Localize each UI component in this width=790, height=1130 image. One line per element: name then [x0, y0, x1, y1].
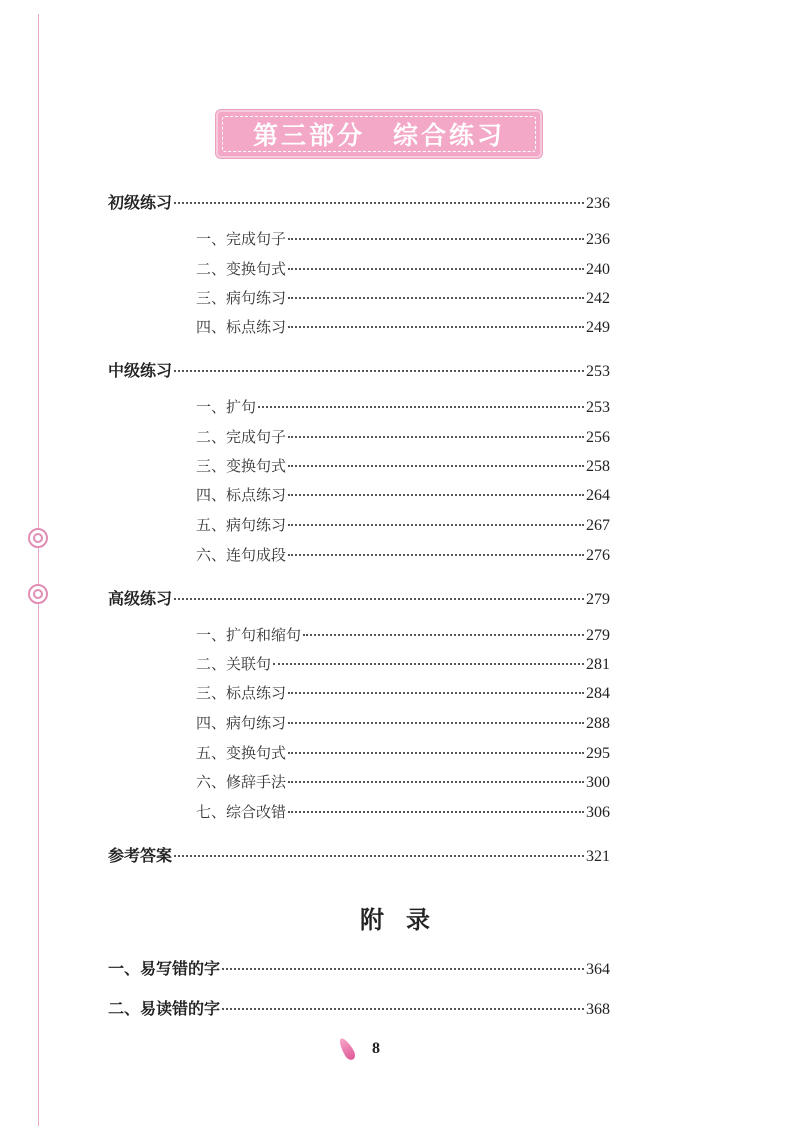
toc-entry-label: 三、病句练习: [196, 289, 287, 307]
dot-leader: [288, 494, 584, 496]
dot-leader: [273, 663, 584, 665]
toc-entry[interactable]: [196, 426, 610, 450]
toc-entry[interactable]: [196, 316, 610, 340]
toc-entry[interactable]: [196, 258, 610, 282]
toc-page-number: 276: [586, 547, 610, 564]
toc-page-number: 321: [586, 848, 610, 865]
dot-leader: [174, 855, 584, 857]
toc-heading-label: 中级练习: [108, 361, 173, 380]
toc-entry[interactable]: [196, 624, 610, 648]
toc-entry[interactable]: [196, 228, 610, 252]
toc-page-number: 256: [586, 429, 610, 446]
toc-entry-label: 七、综合改错: [196, 803, 287, 821]
toc-page-number: 288: [586, 715, 610, 732]
dot-leader: [288, 326, 584, 328]
toc-page-number: 281: [586, 656, 610, 673]
binding-ring-icon: [28, 528, 48, 548]
dot-leader: [288, 524, 584, 526]
toc-entry-label: 六、修辞手法: [196, 773, 287, 791]
toc-entry[interactable]: [196, 514, 610, 538]
toc-group-heading[interactable]: [108, 190, 610, 214]
toc-entry-label: 一、扩句和缩句: [196, 626, 302, 644]
page-margin-line: [38, 14, 39, 1126]
toc-page-number: 368: [586, 1001, 610, 1018]
toc-page-number: 306: [586, 804, 610, 821]
toc-entry[interactable]: [196, 396, 610, 420]
dot-leader: [222, 1008, 584, 1010]
dot-leader: [288, 722, 584, 724]
dot-leader: [288, 692, 584, 694]
toc-entry[interactable]: [196, 653, 610, 677]
dot-leader: [174, 202, 584, 204]
toc-entry-label: 五、变换句式: [196, 744, 287, 762]
page-footer: [342, 1034, 380, 1064]
toc-appendix-entry[interactable]: [108, 996, 610, 1020]
toc-appendix-entry[interactable]: [108, 956, 610, 980]
page-number: 8: [372, 1040, 380, 1057]
toc-entry-label: 二、完成句子: [196, 428, 287, 446]
appendix-title: 附录: [360, 905, 452, 934]
toc-heading-label: 一、易写错的字: [108, 959, 221, 978]
toc-heading-label: 初级练习: [108, 193, 173, 212]
toc-entry[interactable]: [196, 287, 610, 311]
toc-heading-label: 参考答案: [108, 846, 173, 865]
toc-heading-label: 高级练习: [108, 589, 173, 608]
toc-page-number: 240: [586, 261, 610, 278]
dot-leader: [288, 297, 584, 299]
toc-entry[interactable]: [196, 771, 610, 795]
feather-icon: [337, 1036, 358, 1062]
toc-entry-label: 四、标点练习: [196, 486, 287, 504]
dot-leader: [288, 811, 584, 813]
toc-page-number: 236: [586, 231, 610, 248]
dot-leader: [288, 554, 584, 556]
toc-entry[interactable]: [196, 455, 610, 479]
binding-ring-icon: [28, 584, 48, 604]
toc-entry-label: 五、病句练习: [196, 516, 287, 534]
dot-leader: [174, 598, 584, 600]
toc-entry-label: 二、变换句式: [196, 260, 287, 278]
dot-leader: [174, 370, 584, 372]
toc-group-heading[interactable]: [108, 358, 610, 382]
toc-page-number: 264: [586, 487, 610, 504]
toc-entry[interactable]: [196, 742, 610, 766]
toc-page-number: 242: [586, 290, 610, 307]
toc-page-number: 249: [586, 319, 610, 336]
toc-entry-label: 三、变换句式: [196, 457, 287, 475]
toc-entry[interactable]: [196, 484, 610, 508]
dot-leader: [288, 781, 584, 783]
toc-page-number: 279: [586, 627, 610, 644]
toc-page-number: 267: [586, 517, 610, 534]
toc-entry[interactable]: [196, 544, 610, 568]
toc-entry-label: 六、连句成段: [196, 546, 287, 564]
toc-page-number: 284: [586, 685, 610, 702]
toc-page-number: 364: [586, 961, 610, 978]
toc-entry[interactable]: [196, 801, 610, 825]
toc-page-number: 300: [586, 774, 610, 791]
toc-entry-label: 一、扩句: [196, 398, 257, 416]
toc-page-number: 253: [586, 363, 610, 380]
toc-group-heading[interactable]: [108, 586, 610, 610]
section-title: 第三部分 综合练习: [252, 121, 505, 150]
toc-entry-label: 三、标点练习: [196, 684, 287, 702]
toc-entry-label: 四、标点练习: [196, 318, 287, 336]
dot-leader: [288, 238, 584, 240]
dot-leader: [288, 752, 584, 754]
toc-page-number: 279: [586, 591, 610, 608]
toc-entry[interactable]: [196, 712, 610, 736]
dot-leader: [222, 968, 584, 970]
dot-leader: [258, 406, 584, 408]
dot-leader: [303, 634, 584, 636]
toc-entry-label: 四、病句练习: [196, 714, 287, 732]
toc-page-number: 295: [586, 745, 610, 762]
toc-page-number: 253: [586, 399, 610, 416]
toc-entry-label: 二、关联句: [196, 655, 272, 673]
toc-page-number: 258: [586, 458, 610, 475]
toc-entry[interactable]: [196, 682, 610, 706]
toc-heading-label: 二、易读错的字: [108, 999, 221, 1018]
toc-entry-label: 一、完成句子: [196, 230, 287, 248]
toc-page-number: 236: [586, 195, 610, 212]
dot-leader: [288, 436, 584, 438]
toc-answers-heading[interactable]: [108, 843, 610, 867]
section-banner: [216, 110, 542, 158]
dot-leader: [288, 268, 584, 270]
dot-leader: [288, 465, 584, 467]
